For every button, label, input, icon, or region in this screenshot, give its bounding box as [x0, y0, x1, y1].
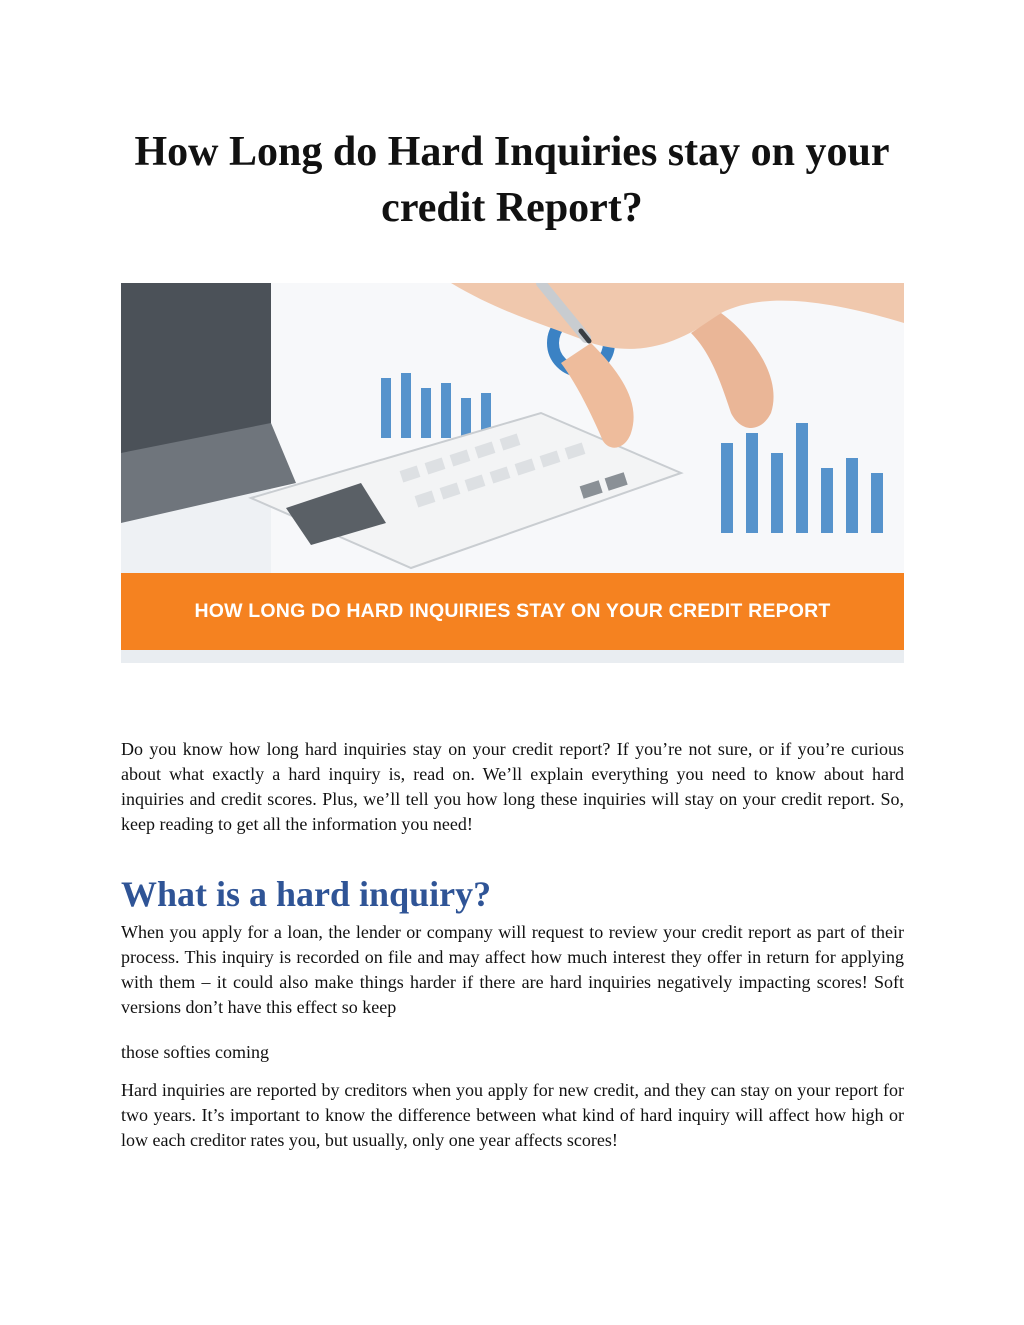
hero-banner-text: HOW LONG DO HARD INQUIRIES STAY ON YOUR CREDIT REPORT — [194, 600, 831, 622]
section-paragraph: When you apply for a loan, the lender or company will request to review your credit report as part of their process. This inquiry is recorded on file and may affect how much interest they offer in return for applying with them – it could also make things harder if there are hard inquiries negatively impacting scores! Soft versions don’t have this effect so keep — [121, 922, 904, 1017]
intro-paragraph: Do you know how long hard inquiries stay on your credit report? If you’re not sure, or if you’re curious about what exactly a hard inquiry is, read on. We’ll explain everything you need to know about hard inquiries and credit scores. Plus, we’ll tell you how long these inquiries will stay on your credit report. So, keep reading to get all the information you need! — [121, 739, 904, 834]
section-heading: What is a hard inquiry? — [121, 874, 492, 914]
calculator-photo-illustration — [121, 283, 904, 573]
hero-banner — [121, 573, 904, 650]
section-paragraph-2: Hard inquiries are reported by creditors when you apply for new credit, and they can stay on your report for two years. It’s important to know the difference between what kind of hard inquiry will affect how high or low each creditor rates you, but usually, only one year affects scores! — [121, 1080, 904, 1150]
hero-image — [121, 283, 904, 663]
page-title: How Long do Hard Inquiries stay on your credit Report? — [134, 129, 890, 231]
section-paragraph-tail: those softies coming — [121, 1042, 269, 1062]
